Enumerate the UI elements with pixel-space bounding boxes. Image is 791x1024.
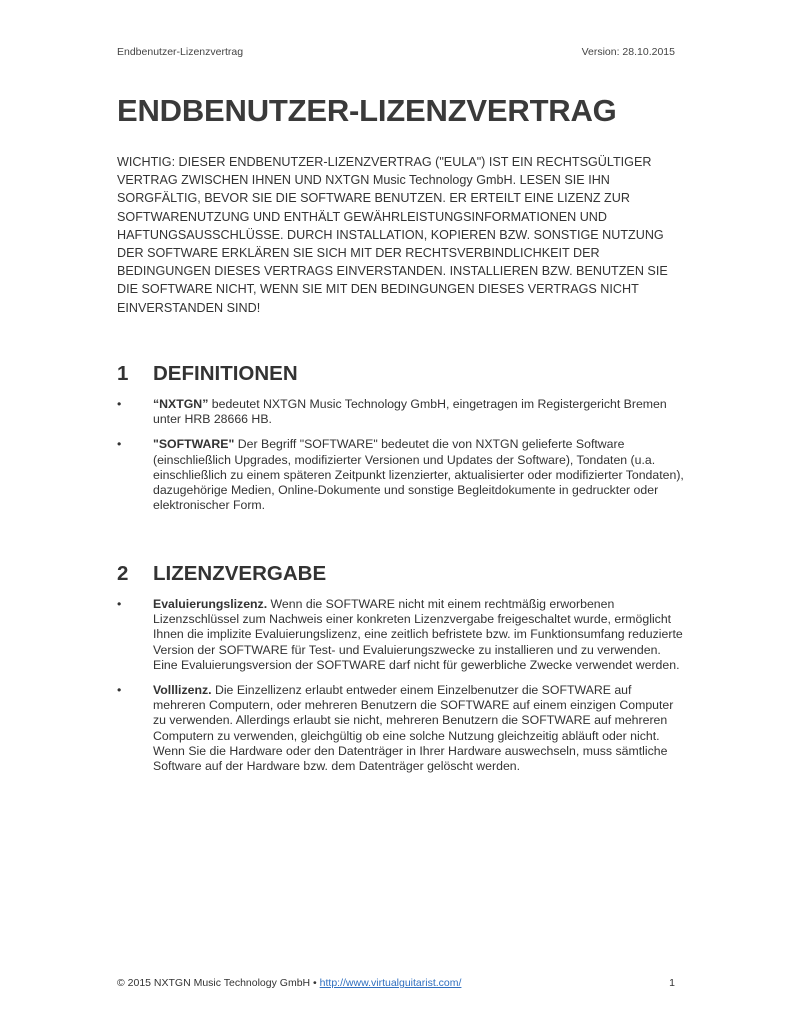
list-item	[117, 397, 687, 427]
list-item	[117, 683, 687, 774]
definition-text: Die Einzellizenz erlaubt entweder einem Einzelbenutzer die SOFTWARE auf mehreren Computern, oder mehreren Benutzern die SOFTWARE auf einem einzigen Computer zu verwenden. Allerdings erlaubt sie nicht, mehreren Benutzern die SOFTWARE auf mehreren Computern zu verwenden, gleichgültig ob eine solche Nutzung gleichzeitig abläuft oder nicht. Wenn Sie die Hardware oder den Datenträger in Ihrer Hardware auswechseln, muss sämtliche Software auf der Hardware bzw. dem Datenträger gelöscht werden.	[153, 683, 674, 774]
copyright-text: © 2015 NXTGN Music Technology GmbH •	[117, 977, 320, 989]
bullet-icon: •	[117, 597, 122, 611]
section-title: LIZENZVERGABE	[153, 562, 327, 585]
term: Evaluierungslizenz.	[153, 597, 268, 611]
website-link[interactable]: http://www.virtualguitarist.com/	[319, 977, 462, 989]
section-number: 2	[117, 562, 129, 585]
definition-text: Wenn die SOFTWARE nicht mit einem rechtmäßig erworbenen Lizenzschlüssel zum Nachweis einer konkreten Lizenzvergabe freigeschaltet wurde, ermöglicht Ihnen die implizite Evaluierungslizenz, eine zeitlich befristete bzw. im Funktionsumfang reduzierte Version der SOFTWARE für Test- und Evaluierungszwecke zu installieren und zu verwenden. Eine Evaluierungsversion der SOFTWARE darf nicht für gewerbliche Zwecke verwendet werden.	[153, 597, 683, 672]
list-item	[117, 597, 687, 673]
list-item	[117, 437, 687, 513]
term: Volllizenz.	[153, 683, 212, 698]
definition-text: Der Begriff "SOFTWARE" bedeutet die von NXTGN gelieferte Software (einschließlich Upgrades, modifizierter Versionen und Updates der Software), Tondaten (u.a. einschließlich zu einem späteren Zeitpunkt lizenzierter, aktualisierter oder modifizierter Tondaten), dazugehörige Medien, Online-Dokumente und sonstige Begleitdokumente in gedruckter oder elektronischer Form.	[153, 437, 684, 513]
page-number: 1	[669, 977, 675, 989]
license-list	[117, 597, 687, 774]
definition-text: bedeutet NXTGN Music Technology GmbH, eingetragen im Registergericht Bremen unter HRB 28666 HB.	[153, 397, 667, 427]
section-number: 1	[117, 362, 129, 385]
term: “NXTGN”	[153, 397, 209, 411]
bullet-icon: •	[117, 397, 122, 411]
section-heading-definitionen	[117, 362, 298, 386]
definitions-list	[117, 397, 687, 513]
section-title: DEFINITIONEN	[153, 362, 298, 385]
header-version: Version: 28.10.2015	[581, 46, 675, 58]
document-title: ENDBENUTZER-LIZENZVERTRAG	[117, 93, 617, 128]
bullet-icon: •	[117, 683, 122, 698]
footer-copyright-line	[117, 977, 461, 989]
header-document-name: Endbenutzer-Lizenzvertrag	[117, 46, 244, 58]
bullet-icon: •	[117, 437, 122, 452]
intro-paragraph: WICHTIG: DIESER ENDBENUTZER-LIZENZVERTRAG ("EULA") IST EIN RECHTSGÜLTIGER VERTRAG ZWISCHEN IHNEN UND NXTGN Music Technology GmbH. LESEN SIE IHN SORGFÄLTIG, BEVOR SIE DIE SOFTWARE BENUTZEN. ER ERTEILT EINE LIZENZ ZUR SOFTWARENUTZUNG UND ENTHÄLT GEWÄHRLEISTUNGSINFORMATIONEN UND HAFTUNGSAUSSCHLÜSSE. DURCH INSTALLATION, KOPIEREN BZW. SONSTIGE NUTZUNG DER SOFTWARE ERKLÄREN SIE SICH MIT DER RECHTSVERBINDLICHKEIT DER BEDINGUNGEN DIESES VERTRAGS EINVERSTANDEN. INSTALLIEREN BZW. BENUTZEN SIE DIE SOFTWARE NICHT, WENN SIE MIT DEN BEDINGUNGEN DIESES VERTRAGS NICHT EINVERSTANDEN SIND!	[117, 155, 668, 315]
term: "SOFTWARE"	[153, 437, 235, 452]
section-heading-lizenzvergabe	[117, 562, 326, 586]
